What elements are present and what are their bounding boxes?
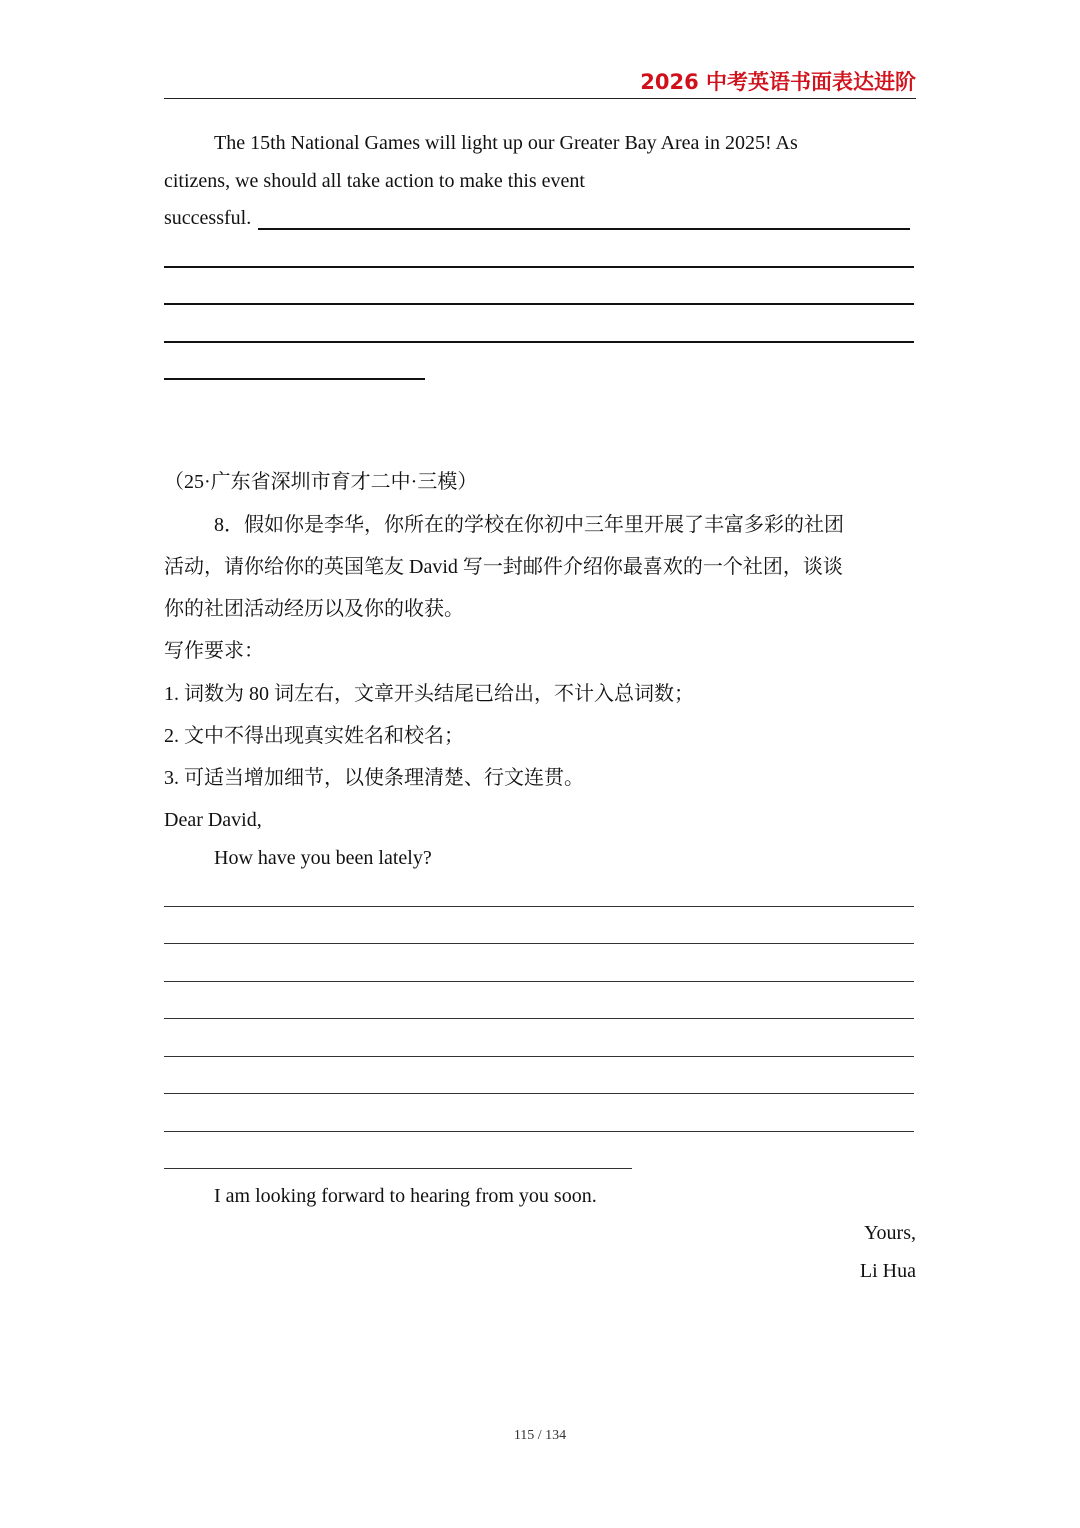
task-prompt-line3: 你的社团活动经历以及你的收获。	[164, 598, 464, 620]
header-divider	[164, 98, 916, 99]
passage1-line3: successful.	[164, 207, 252, 229]
answer-line	[164, 906, 914, 907]
page-number: 115 / 134	[513, 1428, 567, 1443]
requirements-title: 写作要求：	[164, 640, 264, 662]
answer-line	[164, 981, 914, 982]
answer-line	[164, 1168, 632, 1169]
answer-line	[164, 303, 914, 305]
requirement-item: 3. 可适当增加细节，以使条理清楚、行文连贯。	[164, 767, 584, 789]
letter-closing: I am looking forward to hearing from you soon.	[214, 1185, 597, 1207]
answer-line	[164, 266, 914, 268]
requirement-item: 1. 词数为 80 词左右，文章开头结尾已给出，不计入总词数；	[164, 683, 694, 705]
answer-line	[164, 341, 914, 343]
answer-line	[164, 943, 914, 944]
letter-opening: How have you been lately?	[214, 847, 432, 869]
passage1-line1: The 15th National Games will light up our Greater Bay Area in 2025! As	[214, 132, 798, 154]
requirement-item: 2. 文中不得出现真实姓名和校名；	[164, 725, 464, 747]
answer-line	[164, 1093, 914, 1094]
task-prompt-line1: 8．假如你是李华，你所在的学校在你初中三年里开展了丰富多彩的社团	[214, 514, 844, 536]
answer-line	[164, 378, 425, 380]
answer-line	[258, 228, 910, 230]
passage1-line2: citizens, we should all take action to make this event	[164, 170, 585, 192]
task-prompt-line2: 活动，请你给你的英国笔友 David 写一封邮件介绍你最喜欢的一个社团，谈谈	[164, 556, 843, 578]
answer-line	[164, 1131, 914, 1132]
answer-line	[164, 1056, 914, 1057]
letter-greeting: Dear David,	[164, 809, 262, 831]
letter-signature: Li Hua	[859, 1260, 916, 1282]
answer-line	[164, 1018, 914, 1019]
letter-signoff: Yours,	[864, 1222, 916, 1244]
task-source: （25·广东省深圳市育才二中·三模）	[164, 471, 478, 493]
document-header-title: 2026 中考英语书面表达进阶	[640, 70, 916, 94]
